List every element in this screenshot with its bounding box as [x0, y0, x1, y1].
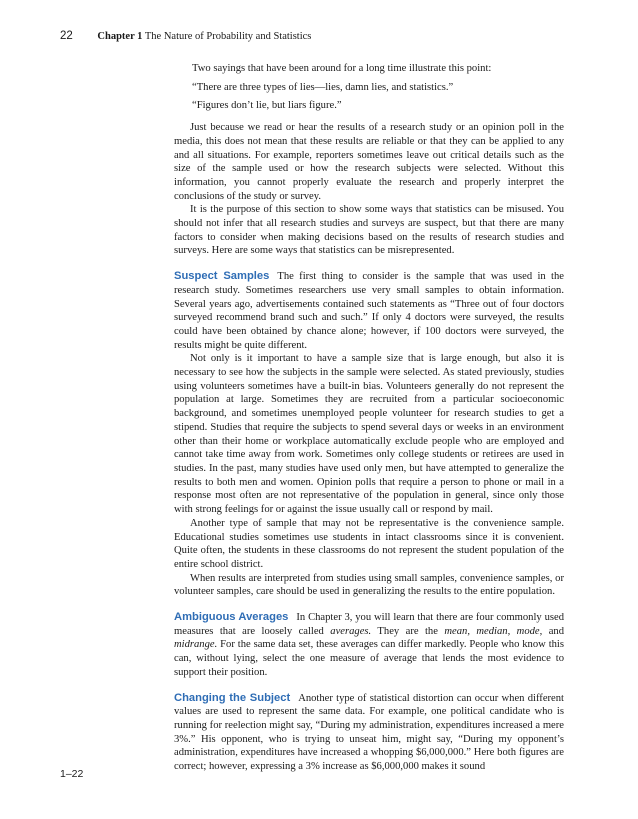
averages-text-2: They are the [371, 625, 445, 637]
suspect-samples-heading: Suspect Samples [174, 270, 270, 283]
ambiguous-averages-heading: Ambiguous Averages [174, 611, 289, 624]
suspect-samples-section [174, 270, 564, 352]
averages-text-3: and [542, 625, 564, 637]
chapter-title: The Nature of Probability and Statistics [144, 31, 312, 42]
intro-paragraph-2: It is the purpose of this section to show some ways that statistics can be misused. You should not infer that all research studies and surveys are suspect, but that there are many factors to consider when making decisions based on the results of research studies and surveys. Here are some ways that statistics can be misrepresented. [174, 204, 564, 257]
intro-lead: Two sayings that have been around for a long time illustrate this point: [192, 63, 492, 74]
changing-subject-section [174, 692, 564, 774]
ambiguous-averages-section [174, 611, 564, 680]
running-head [60, 30, 311, 42]
averages-text-4: For the same data set, these averages can differ markedly. People who know this can, without lying, select the one measure of average that lends the most evidence to support their position. [174, 639, 564, 678]
quote-figures: “Figures don’t lie, but liars figure.” [192, 100, 342, 112]
page-number: 22 [60, 30, 73, 42]
page-body [174, 62, 564, 774]
chapter-label: Chapter 1 [97, 31, 143, 42]
suspect-samples-paragraph-2: Not only is it important to have a sample size that is large enough, but also it is necessary to see how the subjects in the sample were selected. As stated previously, studies using volunteers sometimes have a built-in bias. Volunteers generally do not represent the population at large. Sometimes they are recruited from a particular socioeconomic background, and sometimes unemployed people volunteer for research studies to get a stipend. Studies that require the subjects to spend several days or weeks in an environment other than their home or workplace automatically exclude people who are employed and cannot take time away from work. Sometimes only college students or retirees are used in studies. In the past, many studies have used only men, but have attempted to generalize the results to both men and women. Opinion polls that require a person to phone or mail in a response most often are not representative of the population in general, since only those with strong feelings for or against the issue usually call or respond by mail. [174, 353, 564, 516]
averages-text-1: In Chapter 3, you will learn that there are four commonly used measures that are loosely called [174, 612, 564, 637]
suspect-samples-paragraph-1: The first thing to consider is the sample that was used in the research study. Sometimes researchers use very small samples to obtain information. Several years ago, advertisements contained such statements as “Three out of four doctors surveyed recommend brand such and such.” If only 4 doctors were surveyed, the results could have been obtained by chance alone; however, if 100 doctors were surveyed, the results might be quite different. [174, 271, 564, 351]
page-reference: 1–22 [60, 768, 84, 780]
averages-term-averages: averages. [330, 625, 372, 637]
averages-terms: mean, median, mode, [444, 625, 543, 637]
suspect-samples-paragraph-4: When results are interpreted from studies using small samples, convenience samples, or volunteer samples, care should be used in generalizing the results to the entire population. [174, 572, 564, 598]
quote-lies: “There are three types of lies—lies, damn lies, and statistics.” [192, 81, 454, 93]
intro-paragraph-1: Just because we read or hear the results of a research study or an opinion poll in the media, this does not mean that these results are reliable or that they can be applied to any and all situations. For example, reporters sometimes leave out critical details such as the size of the sample used or how the research subjects were selected. Without this information, you cannot properly evaluate the research and properly interpret the conclusions of the study or survey. [174, 122, 564, 202]
averages-term-midrange: midrange. [174, 639, 218, 651]
suspect-samples-paragraph-3: Another type of sample that may not be representative is the convenience sample. Educational studies sometimes use students in intact classrooms since it is convenient. Quite often, the students in these classrooms do not represent the student population of the entire school district. [174, 517, 564, 570]
changing-subject-paragraph: Another type of statistical distortion can occur when different values are used to represent the same data. For example, one political candidate who is running for reelection might say, “During my administration, expenditures increased a mere 3%.” His opponent, who is trying to unseat him, might say, “During my opponent’s administration, expenditures have increased a whopping $6,000,000.” Here both figures are correct; however, expressing a 3% increase as $6,000,000 makes it sound [174, 692, 564, 773]
changing-subject-heading: Changing the Subject [174, 691, 291, 704]
